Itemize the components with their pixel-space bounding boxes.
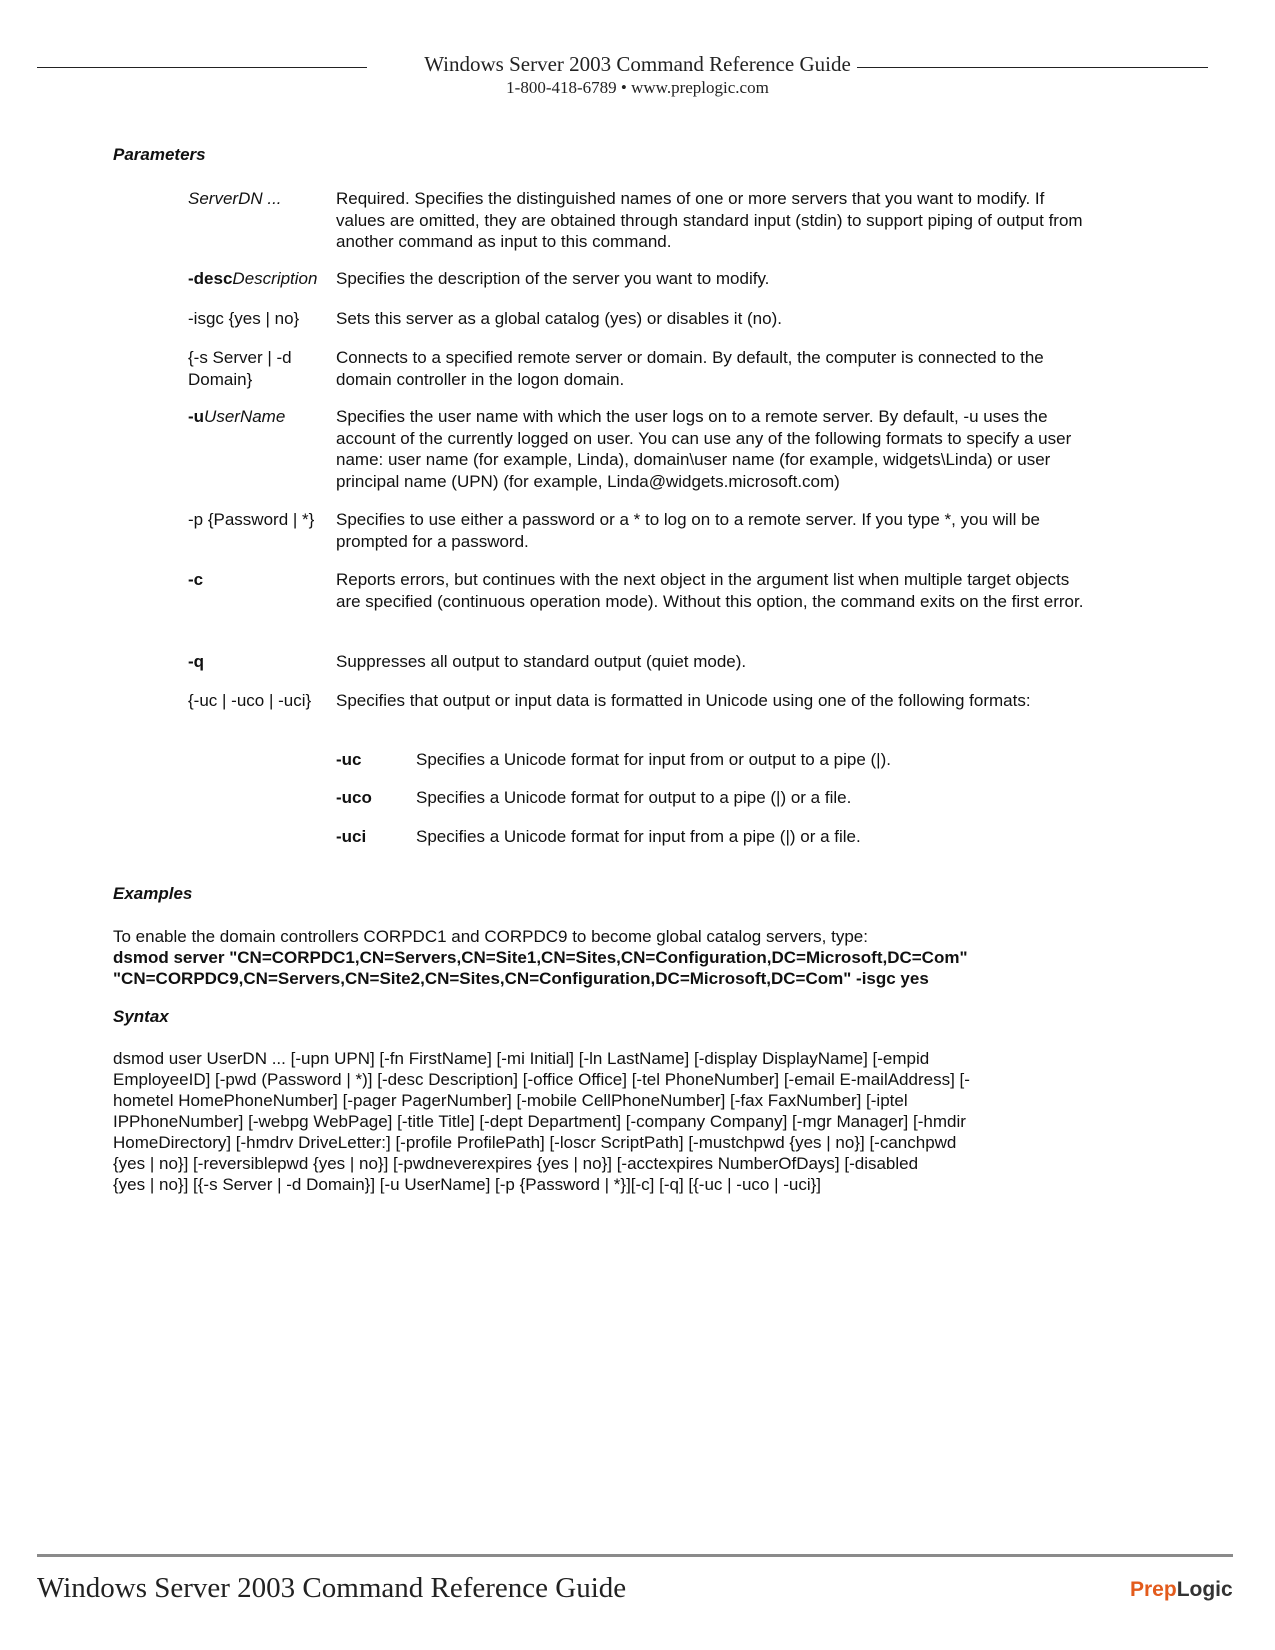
unicode-flag-uco: -uco (336, 788, 372, 807)
param-password-desc: Specifies to use either a password or a * to log on to a remote server. If you type *, you will be prompted for a password. (336, 510, 1040, 551)
unicode-desc-uco: Specifies a Unicode format for output to a pipe (|) or a file. (416, 788, 852, 807)
param-desc-name: -descDescription (188, 269, 318, 288)
section-examples: Examples (113, 884, 193, 903)
unicode-flag-uci: -uci (336, 827, 367, 846)
preplogic-logo: PrepLogic (1130, 1578, 1233, 1601)
param-isgc-name: -isgc {yes | no} (188, 309, 300, 328)
param-serverdn-name: ServerDN ... (188, 189, 282, 208)
param-q-name: -q (188, 652, 205, 671)
param-password-name: -p {Password | *} (188, 510, 315, 529)
param-unicode-desc: Specifies that output or input data is formatted in Unicode using one of the following formats: (336, 691, 1031, 710)
param-user-desc: Specifies the user name with which the user logs on to a remote server. By default, -u uses the account of the currently logged on user. You can use any of the following formats to specify a user name: user name (for example, Linda), domain\user name (for example, widgets\Linda) or user principal name (UPN) (for example, Linda@widgets.microsoft.com) (336, 407, 1072, 491)
param-user-name: -uUserName (188, 407, 286, 426)
example-command-line-1: dsmod server "CN=CORPDC1,CN=Servers,CN=Site1,CN=Sites,CN=Configuration,DC=Microsoft,DC=Com" (113, 948, 968, 967)
param-server-desc: Connects to a specified remote server or domain. By default, the computer is connected to the domain controller in the logon domain. (336, 348, 1044, 389)
param-isgc-desc: Sets this server as a global catalog (yes) or disables it (no). (336, 309, 782, 328)
example-command-line-2: "CN=CORPDC9,CN=Servers,CN=Site2,CN=Sites,CN=Configuration,DC=Microsoft,DC=Com" -isgc yes (113, 969, 929, 988)
syntax-line: {yes | no}] [{-s Server | -d Domain}] [-u UserName] [-p {Password | *}][-c] [-q] [{-uc | -uco | -uci}] (113, 1175, 822, 1194)
syntax-line: IPPhoneNumber] [-webpg WebPage] [-title Title] [-dept Department] [-company Company] [-mgr Manager] [-hmdir (113, 1112, 966, 1131)
footer-title: Windows Server 2003 Command Reference Guide (37, 1572, 627, 1604)
param-unicode-name: {-uc | -uco | -uci} (188, 691, 312, 710)
param-c-desc: Reports errors, but continues with the next object in the argument list when multiple target objects are specified (continuous operation mode). Without this option, the command exits on the first error. (336, 570, 1084, 611)
unicode-desc-uci: Specifies a Unicode format for input from a pipe (|) or a file. (416, 827, 861, 846)
syntax-line: dsmod user UserDN ... [-upn UPN] [-fn FirstName] [-mi Initial] [-ln LastName] [-display DisplayName] [-empid (113, 1049, 930, 1068)
section-parameters: Parameters (113, 145, 206, 164)
param-desc-desc: Specifies the description of the server you want to modify. (336, 269, 770, 288)
syntax-line: HomeDirectory] [-hmdrv DriveLetter:] [-profile ProfilePath] [-loscr ScriptPath] [-mustchpwd {yes | no}] [-canchpwd (113, 1133, 957, 1152)
footer-rule (37, 1554, 1233, 1557)
syntax-line: hometel HomePhoneNumber] [-pager PagerNumber] [-mobile CellPhoneNumber] [-fax FaxNumber] [-iptel (113, 1091, 908, 1110)
unicode-desc-uc: Specifies a Unicode format for input from or output to a pipe (|). (416, 750, 891, 769)
section-syntax: Syntax (113, 1007, 169, 1026)
param-serverdn-desc: Required. Specifies the distinguished names of one or more servers that you want to modify. If values are omitted, they are obtained through standard input (stdin) to support piping of output from another command as input to this command. (336, 189, 1083, 251)
header-contact: 1-800-418-6789 • www.preplogic.com (506, 78, 769, 97)
header-title: Windows Server 2003 Command Reference Guide (0, 52, 1275, 77)
param-server-name: {-s Server | -d Domain} (188, 348, 292, 389)
param-c-name: -c (188, 570, 204, 589)
example-intro: To enable the domain controllers CORPDC1 and CORPDC9 to become global catalog servers, type: (113, 927, 868, 946)
syntax-line: EmployeeID] [-pwd (Password | *)] [-desc Description] [-office Office] [-tel PhoneNumber] [-email E-mailAddress] [- (113, 1070, 970, 1089)
syntax-line: {yes | no}] [-reversiblepwd {yes | no}] [-pwdneverexpires {yes | no}] [-acctexpires NumberOfDays] [-disabled (113, 1154, 919, 1173)
param-q-desc: Suppresses all output to standard output (quiet mode). (336, 652, 747, 671)
unicode-flag-uc: -uc (336, 750, 362, 769)
